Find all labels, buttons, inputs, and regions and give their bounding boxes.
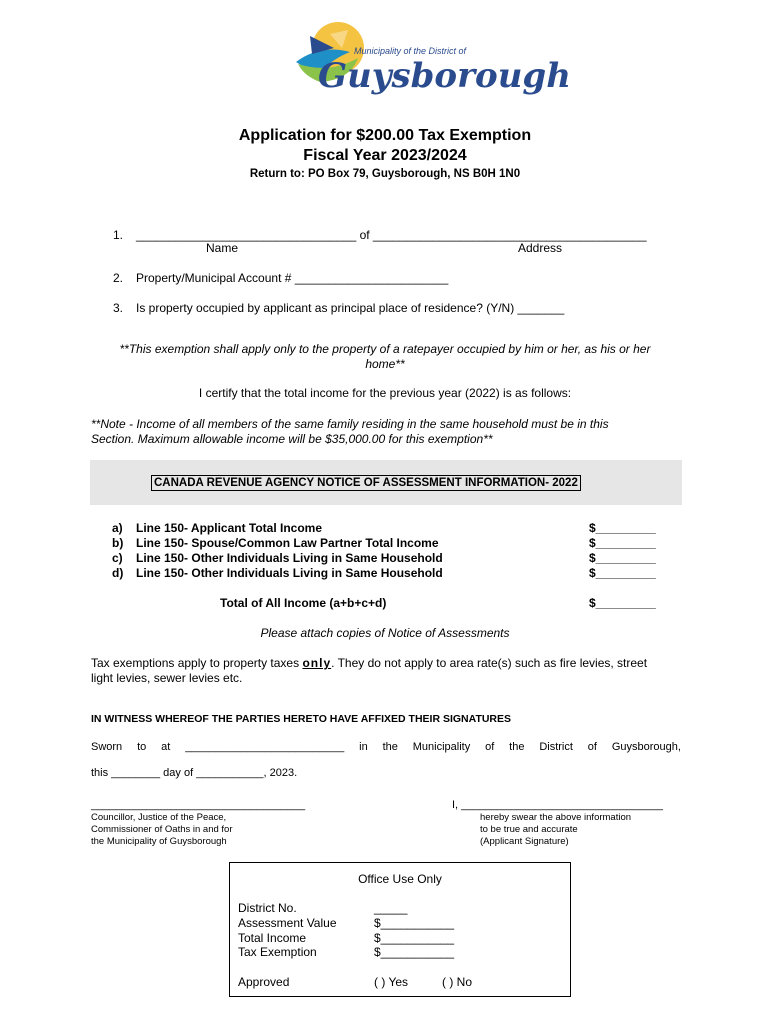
- sworn-location-field[interactable]: __________________________: [185, 741, 345, 753]
- sworn-word: District: [539, 741, 573, 753]
- item-2-number: 2.: [113, 271, 124, 285]
- office-use-box: [229, 862, 571, 997]
- cra-line-c-label: Line 150- Other Individuals Living in Same Household: [136, 551, 443, 565]
- sworn-word: of: [587, 741, 597, 753]
- applicant-signature-caption: [480, 812, 631, 848]
- cra-line-b-label: Line 150- Spouse/Common Law Partner Total Income: [136, 536, 439, 550]
- income-note-line-1: **Note - Income of all members of the same family residing in the same household must be in this: [91, 417, 609, 431]
- sworn-word: of: [485, 741, 495, 753]
- cra-letter-b: b): [112, 536, 124, 550]
- caption-line: hereby swear the above information: [480, 812, 632, 823]
- title-line-2: Fiscal Year 2023/2024: [303, 147, 467, 164]
- sworn-word: Municipality: [412, 741, 471, 753]
- total-income-label: Total of All Income (a+b+c+d): [220, 596, 387, 610]
- cra-line-d-label: Line 150- Other Individuals Living in Same Household: [136, 566, 443, 580]
- cra-letter-a: a): [112, 521, 123, 535]
- tax-note-line-2: light levies, sewer levies etc.: [91, 671, 243, 685]
- address-label: Address: [518, 241, 563, 255]
- tax-note-line-1: [91, 656, 647, 670]
- tax-note-only: only: [302, 656, 332, 670]
- return-address: Return to: PO Box 79, Guysborough, NS B0H 1N0: [249, 168, 521, 180]
- office-label-assessment: Assessment Value: [238, 916, 337, 930]
- cra-line-c-amount[interactable]: $_________: [589, 551, 656, 565]
- sworn-word: the: [382, 741, 398, 753]
- cra-line-b-amount[interactable]: $_________: [589, 536, 656, 550]
- official-signature-line[interactable]: ___________________________________: [91, 799, 306, 811]
- attach-notice: Please attach copies of Notice of Assessments: [260, 626, 510, 640]
- total-income-amount[interactable]: $_________: [589, 596, 656, 610]
- office-label-district: District No.: [238, 901, 297, 915]
- logo-wordmark: Guysborough: [318, 56, 571, 96]
- cra-letter-d: d): [112, 566, 124, 580]
- applicant-signature-line[interactable]: I, _________________________________: [452, 799, 664, 811]
- approved-yes-option[interactable]: ( ) Yes: [374, 975, 409, 989]
- cra-letter-c: c): [112, 551, 123, 565]
- office-value-assessment[interactable]: $___________: [374, 916, 455, 930]
- name-address-field[interactable]: _________________________________ of _________________________________________: [136, 228, 647, 242]
- name-label: Name: [206, 241, 239, 255]
- exemption-note-line-2: home**: [365, 357, 405, 371]
- approved-no-option[interactable]: ( ) No: [442, 975, 472, 989]
- sworn-word: at: [161, 741, 171, 753]
- caption-line: to be true and accurate: [480, 824, 578, 835]
- cra-line-d-amount[interactable]: $_________: [589, 566, 656, 580]
- caption-line: the Municipality of Guysborough: [91, 836, 227, 847]
- exemption-note-line-1: **This exemption shall apply only to the property of a ratepayer occupied by him or her, as his or her: [119, 342, 651, 356]
- cra-line-a-amount[interactable]: $_________: [589, 521, 656, 535]
- sworn-word: Guysborough,: [611, 741, 681, 753]
- office-label-tax-exemption: Tax Exemption: [238, 945, 317, 959]
- account-number-field[interactable]: Property/Municipal Account # _______________________: [136, 271, 449, 285]
- official-signature-caption: [91, 812, 233, 848]
- caption-line: Councillor, Justice of the Peace,: [91, 812, 227, 823]
- office-label-total-income: Total Income: [238, 931, 307, 945]
- municipality-logo: [290, 18, 571, 113]
- office-value-district[interactable]: _____: [374, 901, 408, 915]
- office-value-tax-exemption[interactable]: $___________: [374, 945, 455, 959]
- caption-line: Commissioner of Oaths in and for: [91, 824, 233, 835]
- sworn-word: to: [137, 741, 147, 753]
- certify-statement: I certify that the total income for the previous year (2022) is as follows:: [198, 386, 572, 400]
- item-3-number: 3.: [113, 301, 124, 315]
- income-note-line-2: Section. Maximum allowable income will be $35,000.00 for this exemption**: [91, 432, 493, 446]
- approved-label: Approved: [238, 975, 290, 989]
- sworn-word: the: [509, 741, 525, 753]
- caption-line: (Applicant Signature): [480, 836, 569, 847]
- logo-subtitle: Municipality of the District of: [354, 46, 467, 56]
- item-1-number: 1.: [113, 228, 124, 242]
- cra-heading: CANADA REVENUE AGENCY NOTICE OF ASSESSMENT INFORMATION- 2022: [151, 475, 581, 491]
- tax-note-part-2: . They do not apply to area rate(s) such as fire levies, street: [331, 656, 648, 670]
- office-use-title: Office Use Only: [358, 872, 442, 886]
- page-title: [0, 126, 770, 166]
- date-line-field[interactable]: this ________ day of ___________, 2023.: [91, 767, 298, 779]
- sworn-line: [91, 741, 681, 753]
- residence-question-field[interactable]: Is property occupied by applicant as principal place of residence? (Y/N) _______: [136, 301, 565, 315]
- sworn-word: in: [359, 741, 368, 753]
- office-value-total-income[interactable]: $___________: [374, 931, 455, 945]
- sworn-word: Sworn: [91, 741, 123, 753]
- witness-heading: IN WITNESS WHEREOF THE PARTIES HERETO HAVE AFFIXED THEIR SIGNATURES: [91, 713, 512, 725]
- tax-note-part-1: Tax exemptions apply to property taxes: [91, 656, 303, 670]
- title-line-1: Application for $200.00 Tax Exemption: [238, 127, 532, 144]
- cra-line-a-label: Line 150- Applicant Total Income: [136, 521, 323, 535]
